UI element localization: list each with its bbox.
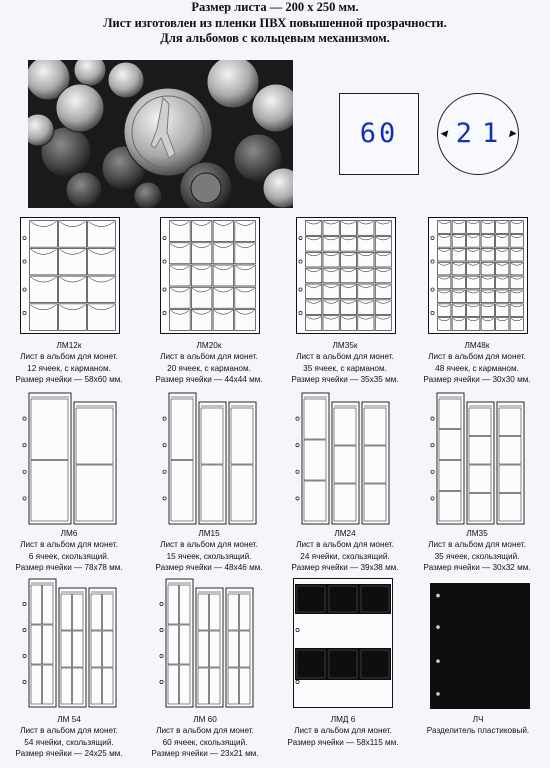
sheet-name: ЛМ35 (466, 529, 488, 538)
sheet-lm60 (157, 578, 257, 708)
sheet-desc: Лист в альбом для монет. (428, 540, 526, 550)
sheet-size: Размер ячейки — 58х60 мм. (15, 375, 123, 385)
sheet-name: ЛМ20к (196, 341, 222, 350)
sheet-name: ЛМ15 (198, 529, 220, 538)
binder-hole (296, 444, 299, 447)
sheet-cells: 6 ячеек, скользящий. (28, 551, 110, 561)
slide-strip (332, 402, 359, 524)
binder-hole (431, 497, 434, 500)
binder-hole (23, 470, 26, 473)
binder-hole (23, 497, 26, 500)
sheet-desc: Разделитель пластиковый. (426, 726, 530, 736)
sheet-cells: 24 ячейки, скользящий. (300, 551, 390, 561)
binder-hole (23, 628, 26, 631)
slide-strip (362, 402, 389, 524)
binder-hole (23, 654, 26, 657)
sheet-lm12k (20, 217, 120, 334)
circle-size-value: 21 (455, 118, 509, 149)
sheet-desc: Лист в альбом для монет. (20, 540, 118, 550)
binder-hole (23, 417, 26, 420)
binder-hole (296, 417, 299, 420)
black-divider (430, 583, 530, 709)
binder-hole (160, 628, 163, 631)
caption-lm35 (402, 528, 550, 574)
sheet-name: ЛЧ (472, 715, 484, 724)
sheet-outline (21, 218, 120, 334)
square-size-value: 60 (359, 118, 399, 149)
binder-hole (431, 417, 434, 420)
sheet-cells: 48 ячеек, с карманом. (435, 363, 519, 373)
sheet-size: Размер ячейки — 23х21 мм. (151, 749, 259, 759)
binder-hole (23, 444, 26, 447)
sheet-lm48k (428, 217, 528, 334)
caption-lm54 (0, 714, 144, 760)
sheet-cells: 12 ячеек, с карманом. (27, 363, 111, 373)
slide-strip (302, 393, 329, 524)
page-header (0, 0, 550, 47)
sheet-outline (429, 218, 528, 334)
round-cell-sample (437, 93, 519, 175)
sheet-desc: Лист в альбом для монет. (20, 352, 118, 362)
slide-strip (169, 393, 196, 524)
sheet-lm6 (20, 392, 120, 525)
sheet-name: ЛМ12к (56, 341, 82, 350)
caption-lm48k (402, 340, 550, 386)
slide-strip (229, 402, 256, 524)
sheet-desc: Лист в альбом для монет. (156, 726, 254, 736)
sheet-name: ЛМ48к (464, 341, 490, 350)
binder-hole (431, 444, 434, 447)
binder-hole (163, 444, 166, 447)
binder-hole (23, 680, 26, 683)
sheet-lm24 (293, 392, 393, 525)
sheet-size: Размер ячейки — 58х115 мм. (287, 737, 399, 747)
arrow-right-icon: ▶ (509, 128, 516, 138)
slide-strip (29, 393, 71, 524)
binder-hole (163, 417, 166, 420)
slide-strip (437, 393, 464, 524)
caption-lm35k (270, 340, 420, 386)
dark-band (295, 648, 391, 680)
sheet-lch (430, 583, 530, 709)
sheet-size: Размер ячейки — 30х30 мм. (423, 375, 531, 385)
sheet-size: Размер ячейки — 35х35 мм. (291, 375, 399, 385)
sheet-desc: Лист в альбом для монет. (160, 352, 258, 362)
caption-lm12k (0, 340, 144, 386)
caption-lm6 (0, 528, 144, 574)
binder-hole (436, 594, 440, 598)
sheet-size: Размер ячейки — 78х78 мм. (15, 563, 123, 573)
binder-hole (296, 470, 299, 473)
caption-lm15 (134, 528, 284, 574)
sheet-desc: Лист в альбом для монет. (296, 540, 394, 550)
binder-hole (296, 497, 299, 500)
sheet-name: ЛМ35к (332, 341, 358, 350)
arrow-left-icon: ◀ (440, 128, 447, 138)
binder-hole (436, 659, 440, 663)
sheet-size: Размер ячейки — 24х25 мм. (15, 749, 123, 759)
sheet-lm54 (20, 578, 120, 708)
sheet-size: Размер ячейки — 30х32 мм. (423, 563, 531, 573)
sheet-lm35k (296, 217, 396, 334)
sheet-lm35 (428, 392, 528, 525)
header-line-1: Размер листа — 200 х 250 мм. (191, 0, 359, 14)
dark-band (295, 584, 391, 614)
binder-hole (23, 602, 26, 605)
sheet-cells: 20 ячеек, с карманом. (167, 363, 251, 373)
sheet-lmd6 (293, 578, 393, 708)
sheet-desc: Лист в альбом для монет. (160, 540, 258, 550)
sheet-size: Размер ячейки — 39х38 мм. (291, 563, 399, 573)
sheet-desc: Лист в альбом для монет. (428, 352, 526, 362)
sheet-desc: Лист в альбом для монет. (20, 726, 118, 736)
slide-strip (74, 402, 116, 524)
sheet-cells: 54 ячейки, скользящий. (24, 737, 114, 747)
caption-lmd6 (268, 714, 418, 748)
header-line-3: Для альбомов с кольцевым механизмом. (160, 31, 390, 45)
square-cell-sample (339, 93, 419, 175)
sheet-size: Размер ячейки — 44х44 мм. (155, 375, 263, 385)
binder-hole (163, 497, 166, 500)
sheet-desc: Лист в альбом для монет. (294, 726, 392, 736)
sheet-name: ЛМ6 (60, 529, 78, 538)
sheet-cells: 60 ячеек, скользящий. (162, 737, 248, 747)
binder-hole (163, 470, 166, 473)
binder-hole (160, 654, 163, 657)
binder-hole (436, 692, 440, 696)
slide-strip (497, 402, 524, 524)
header-line-2: Лист изготовлен из пленки ПВХ повышенной прозрачности. (103, 15, 447, 30)
coins-photo (28, 60, 293, 208)
sheet-outline (297, 218, 396, 334)
binder-hole (160, 680, 163, 683)
caption-lm24 (270, 528, 420, 574)
sheet-lm15 (160, 392, 260, 525)
binder-hole (160, 602, 163, 605)
sheet-cells: 35 ячеек, скользящий. (434, 551, 520, 561)
sheet-size: Размер ячейки — 48х46 мм. (155, 563, 263, 573)
sheet-cells: 35 ячеек, с карманом. (303, 363, 387, 373)
sheet-cells: 15 ячеек, скользящий. (166, 551, 252, 561)
caption-lm60 (130, 714, 280, 760)
sheet-desc: Лист в альбом для монет. (296, 352, 394, 362)
sheet-outline (161, 218, 260, 334)
caption-lch (403, 714, 550, 737)
slide-strip (467, 402, 494, 524)
sheet-lm20k (160, 217, 260, 334)
binder-hole (436, 625, 440, 629)
sheet-name: ЛМД 6 (330, 715, 356, 724)
binder-hole (431, 470, 434, 473)
sheet-name: ЛМ 54 (57, 715, 81, 724)
sheet-name: ЛМ 60 (193, 715, 217, 724)
slide-strip (199, 402, 226, 524)
caption-lm20k (134, 340, 284, 386)
sheet-name: ЛМ24 (334, 529, 356, 538)
